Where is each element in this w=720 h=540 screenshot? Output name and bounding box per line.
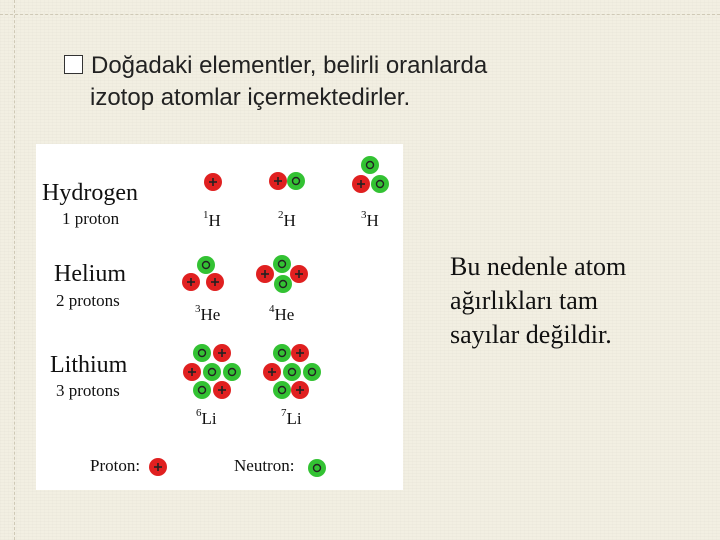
h3-proton-1	[352, 175, 370, 193]
li7-proton-1	[291, 344, 309, 362]
bullet-text-continuation: izotop atomlar içermektedirler.	[90, 84, 411, 111]
isotope-li6: $^6$Li	[196, 407, 217, 428]
li7-neutron-0	[273, 344, 291, 362]
h1-proton-0	[204, 173, 222, 191]
frame-horizontal-line	[0, 14, 720, 15]
li7-proton-2	[263, 363, 281, 381]
he3-neutron-0	[197, 256, 215, 274]
li7-neutron-4	[303, 363, 321, 381]
bullet-text: Doğadaki elementler, belirli oranlarda	[91, 52, 488, 79]
he4-proton-2	[290, 265, 308, 283]
row-name-lithium: Lithium	[50, 352, 128, 378]
legend-proton-proton-0	[149, 458, 167, 476]
bullet-line	[64, 50, 704, 82]
li6-proton-2	[183, 363, 201, 381]
h3-neutron-0	[361, 156, 379, 174]
nucleus-particles	[149, 156, 389, 477]
li6-neutron-5	[193, 381, 211, 399]
isotope-diagram	[36, 144, 403, 490]
he3-proton-2	[206, 273, 224, 291]
li7-neutron-5	[273, 381, 291, 399]
li6-neutron-3	[203, 363, 221, 381]
isotope-h1: $^1$H	[203, 209, 221, 230]
isotope-h2: $^2$H	[278, 209, 296, 230]
h3-neutron-2	[371, 175, 389, 193]
side-note-line-1: Bu nedenle atom	[450, 252, 627, 281]
li6-neutron-0	[193, 344, 211, 362]
h2-neutron-1	[287, 172, 305, 190]
row-sub-lithium: 3 protons	[56, 381, 120, 400]
side-note-line-2: ağırlıkları tam	[450, 286, 599, 315]
isotope-h3: $^3$H	[361, 209, 379, 230]
li7-proton-6	[291, 381, 309, 399]
isotope-he3: $^3$He	[195, 303, 221, 324]
side-note	[450, 250, 700, 352]
row-sub-helium: 2 protons	[56, 291, 120, 310]
bullet-box-icon	[64, 55, 83, 74]
row-name-helium: Helium	[54, 261, 126, 287]
isotope-li7: $^7$Li	[281, 407, 302, 428]
row-sub-hydrogen: 1 proton	[62, 209, 120, 228]
row-name-hydrogen: Hydrogen	[42, 180, 138, 206]
legend-proton-label: Proton:	[90, 456, 141, 475]
li7-neutron-3	[283, 363, 301, 381]
isotope-he4: $^4$He	[269, 303, 295, 324]
he4-neutron-3	[274, 275, 292, 293]
isotope-figure	[36, 144, 403, 490]
h2-proton-0	[269, 172, 287, 190]
he3-proton-1	[182, 273, 200, 291]
li6-proton-1	[213, 344, 231, 362]
legend-neutron-neutron-0	[308, 459, 326, 477]
he4-proton-1	[256, 265, 274, 283]
frame-vertical-line	[14, 0, 15, 540]
li6-neutron-4	[223, 363, 241, 381]
he4-neutron-0	[273, 255, 291, 273]
legend-neutron-label: Neutron:	[234, 456, 295, 475]
li6-proton-6	[213, 381, 231, 399]
side-note-line-3: sayılar değildir.	[450, 320, 612, 349]
